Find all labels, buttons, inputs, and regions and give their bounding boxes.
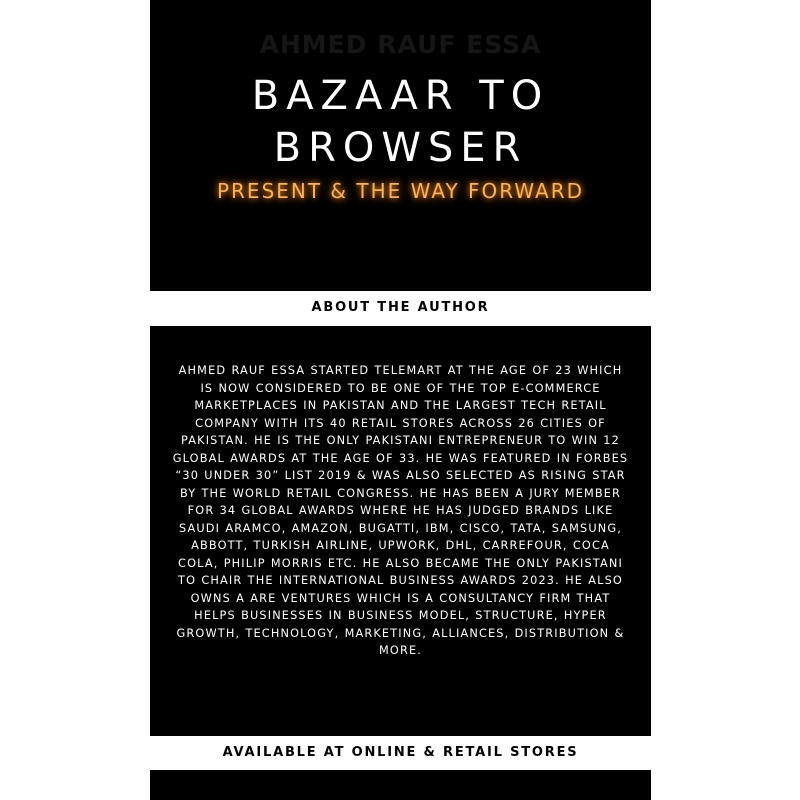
book-subtitle: PRESENT & THE WAY FORWARD xyxy=(216,179,585,203)
availability-footer: AVAILABLE AT ONLINE & RETAIL STORES xyxy=(222,745,579,760)
book-title-line-2: BROWSER xyxy=(273,125,528,171)
about-author-heading: ABOUT THE AUTHOR xyxy=(311,300,490,315)
bottom-bar xyxy=(150,770,651,800)
book-back-cover xyxy=(150,0,651,800)
author-bio: AHMED RAUF ESSA STARTED TELEMART AT THE AGE OF 23 WHICH IS NOW CONSIDERED TO BE ONE OF THE TOP E-COMMERCE MARKETPLACES IN PAKISTAN AND THE LARGEST TECH RETAIL COMPANY WITH ITS 40 RETAIL STORES ACROSS 26 CITIES OF PAKISTAN. HE IS THE ONLY PAKISTANI ENTREPRENEUR TO WIN 12 GLOBAL AWARDS AT THE AGE OF 33. HE WAS FEATURED IN FORBES “30 UNDER 30” LIST 2019 & WAS ALSO SELECTED AS RISING STAR BY THE WORLD RETAIL CONGRESS. HE HAS BEEN A JURY MEMBER FOR 34 GLOBAL AWARDS WHERE HE HAS JUDGED BRANDS LIKE SAUDI ARAMCO, AMAZON, BUGATTI, IBM, CISCO, TATA, SAMSUNG, ABBOTT, TURKISH AIRLINE, UPWORK, DHL, CARREFOUR, COCA COLA, PHILIP MORRIS ETC. HE ALSO BECAME THE ONLY PAKISTANI TO CHAIR THE INTERNATIONAL BUSINESS AWARDS 2023. HE ALSO OWNS A ARE VENTURES WHICH IS A CONSULTANCY FIRM THAT HELPS BUSINESSES IN BUSINESS MODEL, STRUCTURE, HYPER GROWTH, TECHNOLOGY, MARKETING, ALLIANCES, DISTRIBUTION & MORE. xyxy=(172,364,629,657)
author-name: AHMED RAUF ESSA xyxy=(259,30,542,59)
book-title-line-1: BAZAAR TO xyxy=(251,73,550,119)
title-panel xyxy=(150,0,651,291)
bio-panel xyxy=(150,326,651,736)
